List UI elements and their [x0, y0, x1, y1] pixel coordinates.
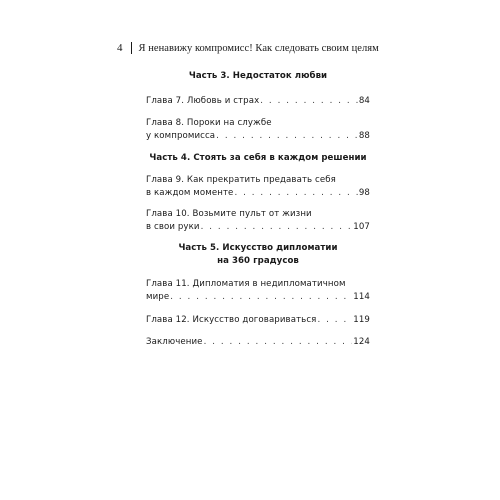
- chapter-8-page: 88: [358, 131, 370, 141]
- toc-entry-chapter-8[interactable]: [146, 117, 370, 143]
- chapter-11-title-line1: Глава 11. Дипломатия в недипломатичном: [146, 279, 346, 289]
- dot-leader: [216, 130, 358, 143]
- dot-leader: [201, 221, 353, 234]
- running-head: [117, 41, 379, 55]
- conclusion-page: 124: [353, 337, 370, 347]
- part-5-heading: [146, 242, 370, 268]
- toc-entry-chapter-12[interactable]: [146, 314, 370, 327]
- chapter-7-page: 84: [358, 96, 370, 106]
- toc-entry-chapter-10[interactable]: [146, 208, 370, 234]
- dot-leader: [317, 314, 352, 327]
- header-divider: [131, 42, 132, 54]
- toc-entry-chapter-7[interactable]: [146, 95, 370, 108]
- chapter-12-title: Глава 12. Искусство договариваться: [146, 315, 317, 325]
- dot-leader: [170, 291, 352, 304]
- toc-entry-chapter-11[interactable]: [146, 278, 370, 304]
- page-number: 4: [117, 42, 123, 54]
- chapter-12-page: 119: [353, 315, 370, 325]
- dot-leader: [234, 187, 357, 200]
- part-3-heading: Часть 3. Недостаток любви: [188, 71, 328, 81]
- chapter-9-page: 98: [358, 188, 370, 198]
- chapter-8-title-line2: у компромисса: [146, 131, 216, 141]
- dot-leader: [260, 95, 358, 108]
- part-5-heading-line1: Часть 5. Искусство дипломатии: [178, 243, 338, 253]
- part-5-heading-line2: на 360 градусов: [217, 256, 299, 266]
- chapter-7-title: Глава 7. Любовь и страх: [146, 96, 260, 106]
- part-4-heading: Часть 4. Стоять за себя в каждом решении: [149, 153, 367, 163]
- chapter-9-title-line1: Глава 9. Как прекратить предавать себя: [146, 175, 336, 185]
- chapter-9-title-line2: в каждом моменте: [146, 188, 234, 198]
- chapter-11-title-line2: мире: [146, 292, 170, 302]
- dot-leader: [204, 336, 353, 349]
- chapter-10-title-line2: в свои руки: [146, 222, 200, 232]
- chapter-8-title-line1: Глава 8. Пороки на службе: [146, 118, 272, 128]
- chapter-11-page: 114: [353, 292, 370, 302]
- toc-entry-conclusion[interactable]: [146, 336, 370, 349]
- chapter-10-title-line1: Глава 10. Возьмите пульт от жизни: [146, 209, 312, 219]
- conclusion-title: Заключение: [146, 337, 203, 347]
- toc-entry-chapter-9[interactable]: [146, 174, 370, 200]
- book-title: Я ненавижу компромисс! Как следовать своим целям: [138, 42, 379, 54]
- chapter-10-page: 107: [353, 222, 370, 232]
